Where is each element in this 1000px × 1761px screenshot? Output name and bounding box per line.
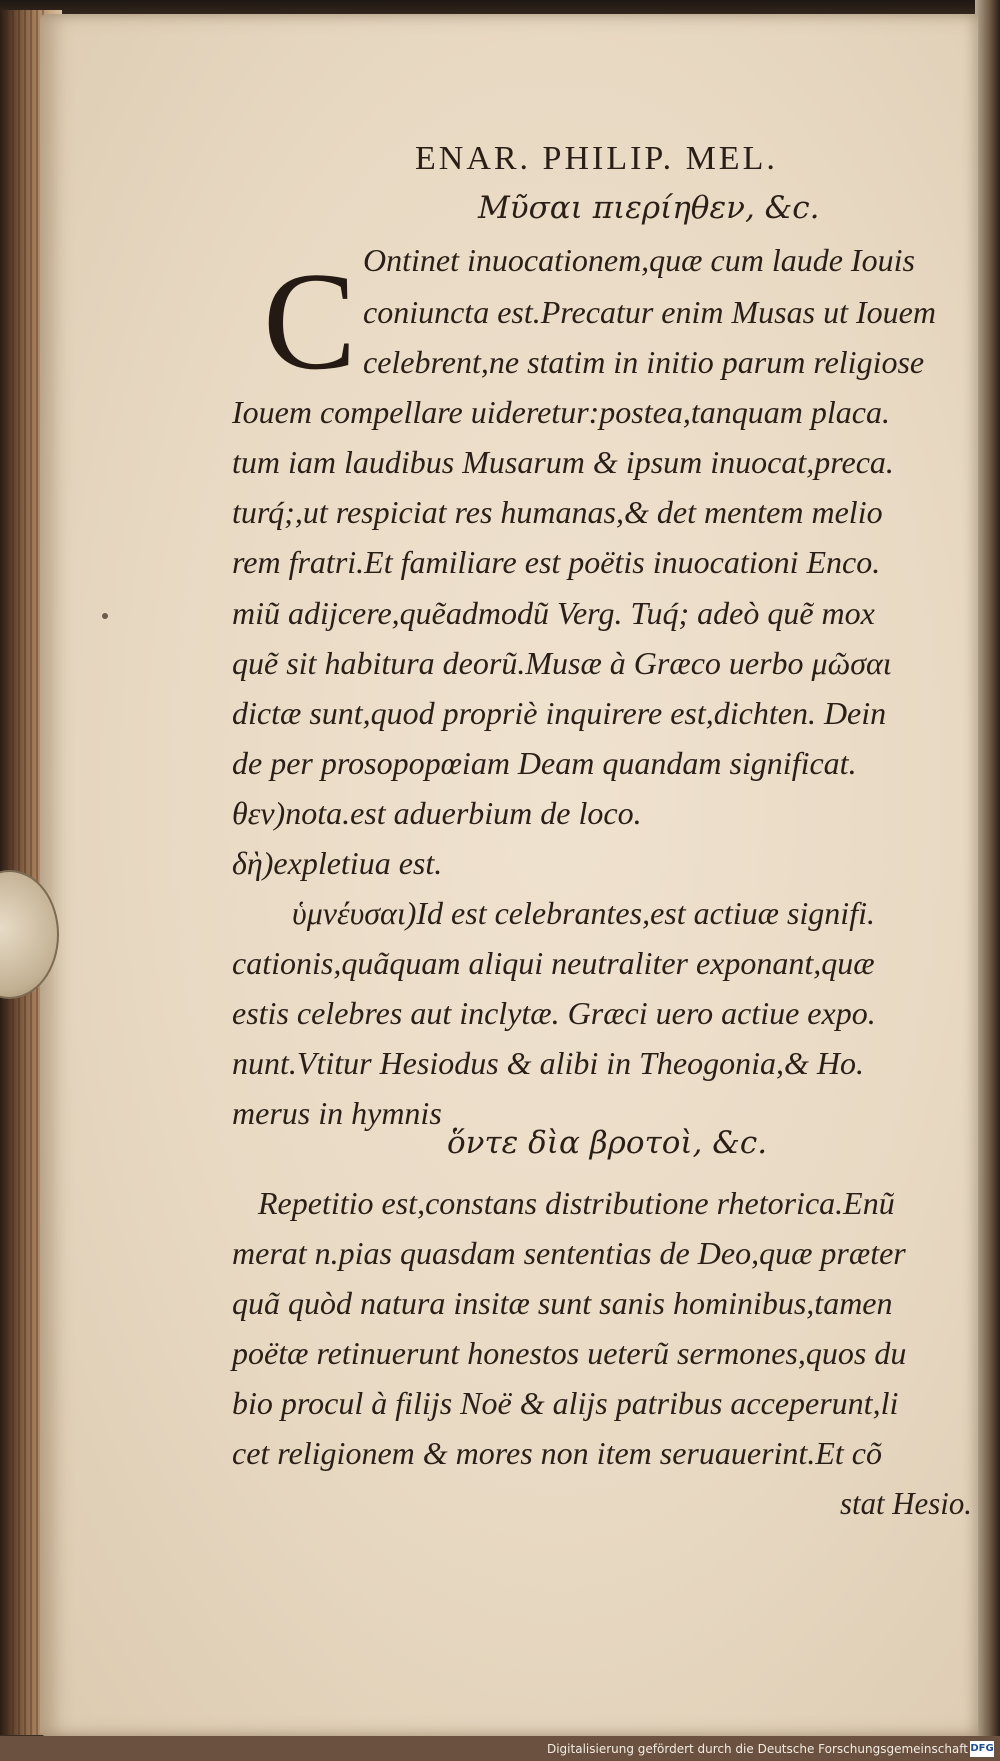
ink-spot bbox=[102, 613, 108, 619]
text-line: stat Hesio. bbox=[840, 1485, 972, 1521]
text-line: dictæ sunt,quod propriè inquirere est,dichten. Dein bbox=[232, 695, 887, 731]
funding-credit: Digitalisierung gefördert durch die Deutsche Forschungsgemeinschaft bbox=[546, 1742, 968, 1756]
text-line: coniuncta est.Precatur enim Musas ut Iouem bbox=[363, 294, 936, 330]
drop-capital: C bbox=[263, 244, 357, 399]
text-line: nunt.Vtitur Hesiodus & alibi in Theogonia,& Ho. bbox=[232, 1045, 865, 1081]
text-line: bio procul à filijs Noë & alijs patribus acceperunt,li bbox=[232, 1385, 899, 1421]
text-line: turq́;,ut respiciat res humanas,& det mentem melio bbox=[232, 494, 883, 530]
text-line: quã quòd natura insitæ sunt sanis hominibus,tamen bbox=[232, 1285, 893, 1321]
section-heading-2: ὅντε δὶα βροτοὶ, &c. bbox=[447, 1125, 768, 1161]
text-line: Iouem compellare uideretur:postea,tanquam placa. bbox=[232, 394, 890, 430]
text-line: δὴ)expletiua est. bbox=[232, 845, 443, 881]
text-line: cet religionem & mores non item seruauerint.Et cõ bbox=[232, 1435, 882, 1471]
book-right-edge bbox=[975, 0, 1000, 1740]
text-line: rem fratri.Et familiare est poëtis inuocationi Enco. bbox=[232, 544, 881, 580]
text-line: θεν)nota.est aduerbium de loco. bbox=[232, 795, 642, 831]
text-line: celebrent,ne statim in initio parum religiose bbox=[363, 344, 925, 380]
section-heading-1: Μῦσαι πιερίηθεν, &c. bbox=[478, 190, 820, 226]
running-head: ENAR. PHILIP. MEL. bbox=[415, 140, 778, 177]
text-line: poëtæ retinuerunt honestos ueterũ sermones,quos du bbox=[232, 1335, 907, 1371]
text-line: merus in hymnis bbox=[232, 1095, 442, 1131]
text-line: quẽ sit habitura deorũ.Musæ à Græco uerbo μῶσαι bbox=[232, 645, 892, 681]
text-line: cationis,quãquam aliqui neutraliter exponant,quæ bbox=[232, 945, 875, 981]
text-line: Ontinet inuocationem,quæ cum laude Iouis bbox=[363, 242, 915, 278]
text-line: estis celebres aut inclytæ. Græci uero actiue expo. bbox=[232, 995, 876, 1031]
text-line: Repetitio est,constans distributione rhetorica.Enũ bbox=[258, 1185, 895, 1221]
text-line: merat n.pias quasdam sententias de Deo,quæ præter bbox=[232, 1235, 906, 1271]
dfg-logo: DFG bbox=[970, 1741, 994, 1757]
text-line: de per prosopopœiam Deam quandam significat. bbox=[232, 745, 857, 781]
text-line: tum iam laudibus Musarum & ipsum inuocat,preca. bbox=[232, 444, 894, 480]
text-line: ὑμνέυσαι)Id est celebrantes,est actiuæ signifi. bbox=[292, 895, 875, 931]
text-line: miũ adijcere,quẽadmodũ Verg. Tuq́; adeò quẽ mox bbox=[232, 595, 875, 631]
